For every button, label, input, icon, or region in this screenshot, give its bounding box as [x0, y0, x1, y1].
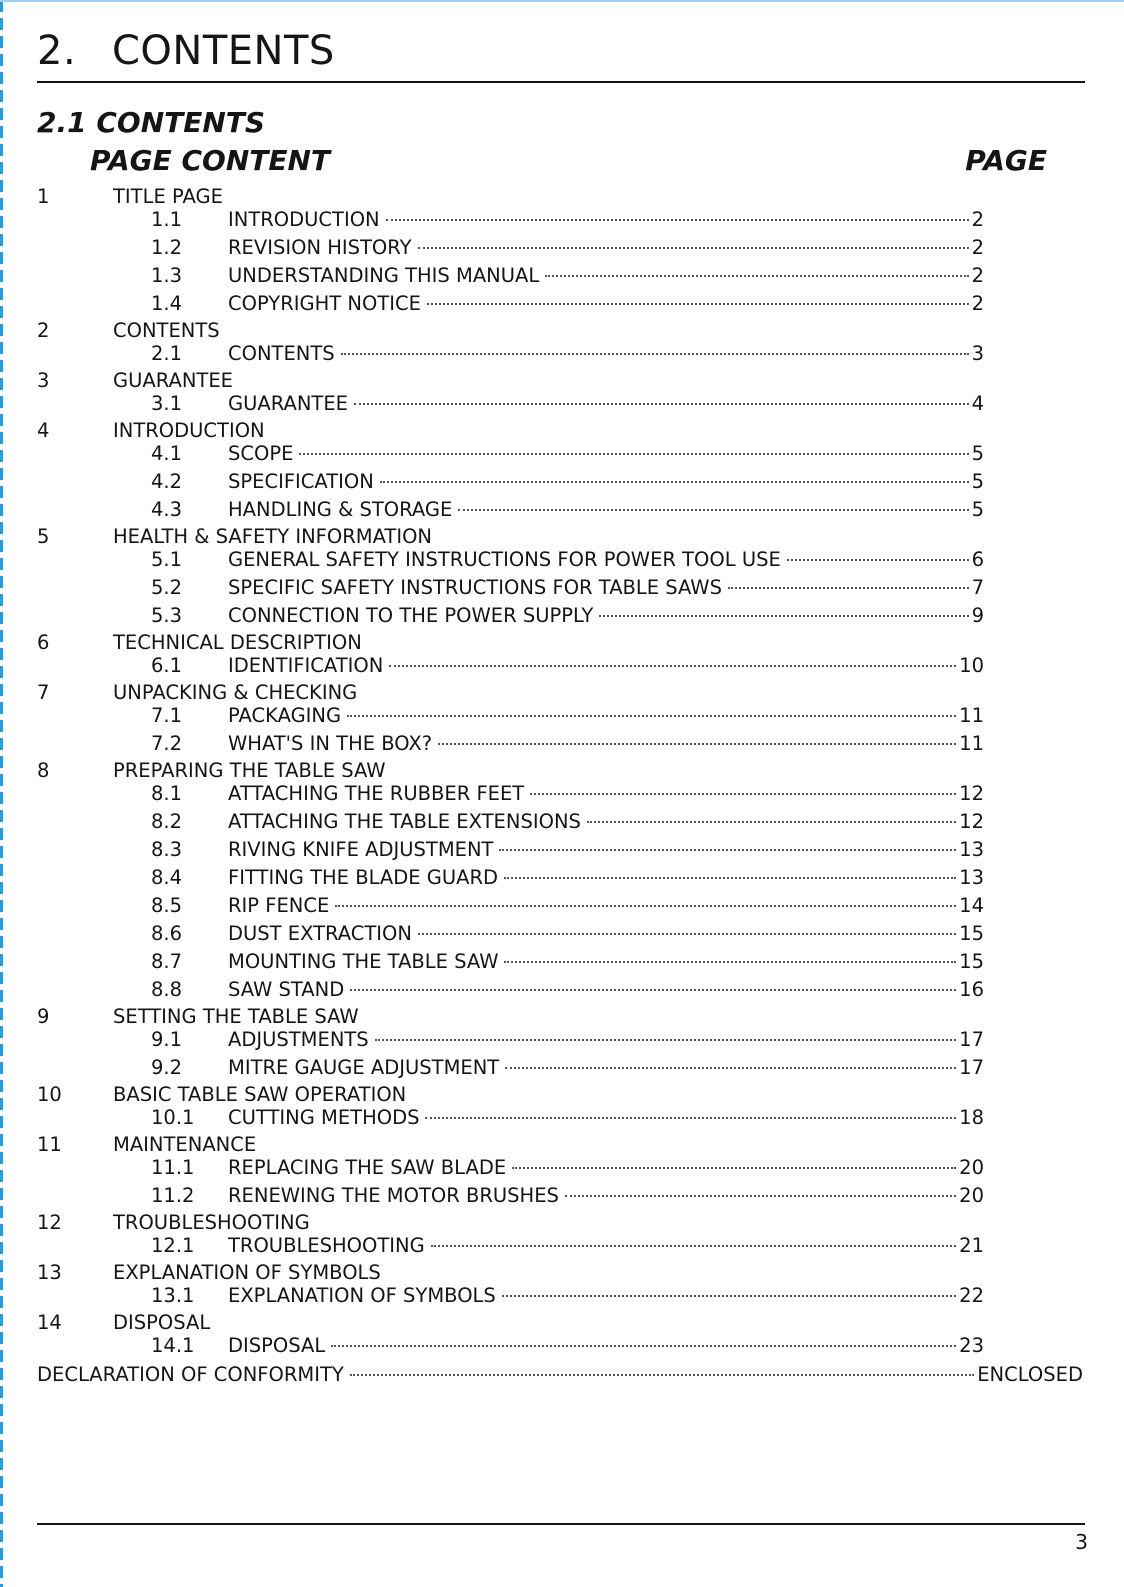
subsection-line	[228, 809, 984, 835]
chapter-entry-title: EXPLANATION OF SYMBOLS	[113, 1261, 381, 1284]
subsection-page: 2	[971, 292, 984, 315]
toc-subsection-row	[0, 921, 1124, 947]
toc-subsection-row	[0, 865, 1124, 891]
subsection-title: RENEWING THE MOTOR BRUSHES	[228, 1184, 559, 1207]
declaration-title: DECLARATION OF CONFORMITY	[37, 1363, 344, 1386]
subsection-number: 12.1	[151, 1234, 195, 1257]
subsection-page: 15	[959, 922, 984, 945]
dot-leader	[512, 1167, 956, 1169]
subsection-title: ADJUSTMENTS	[228, 1028, 369, 1051]
subsection-title: DUST EXTRACTION	[228, 922, 412, 945]
subsection-page: 6	[971, 548, 984, 571]
chapter-entry-title: MAINTENANCE	[113, 1133, 257, 1156]
dot-leader	[335, 905, 956, 907]
column-header-page: PAGE	[965, 144, 1047, 177]
subsection-page: 13	[959, 866, 984, 889]
subsection-title: INTRODUCTION	[228, 208, 380, 231]
subsection-number: 5.1	[151, 548, 183, 571]
toc-subsection-row	[0, 1105, 1124, 1131]
chapter-entry-title: PREPARING THE TABLE SAW	[113, 759, 386, 782]
chapter-entry-number: 10	[37, 1083, 62, 1106]
subsection-page: 5	[971, 442, 984, 465]
toc-subsection-row	[0, 575, 1124, 601]
chapter-entry-title: HEALTH & SAFETY INFORMATION	[113, 525, 433, 548]
subsection-line	[228, 391, 984, 417]
subsection-page: 23	[959, 1334, 984, 1357]
dot-leader	[499, 849, 956, 851]
subsection-line	[228, 1055, 984, 1081]
subsection-line	[228, 893, 984, 919]
subsection-page: 21	[959, 1234, 984, 1257]
toc-subsection-row	[0, 291, 1124, 317]
subsection-line	[228, 1183, 984, 1209]
subsection-page: 11	[959, 704, 984, 727]
subsection-page: 13	[959, 838, 984, 861]
subsection-line	[228, 469, 984, 495]
subsection-number: 8.4	[151, 866, 183, 889]
subsection-number: 2.1	[151, 342, 183, 365]
subsection-title: TROUBLESHOOTING	[228, 1234, 425, 1257]
chapter-entry-title: UNPACKING & CHECKING	[113, 681, 358, 704]
subsection-line	[228, 1333, 984, 1359]
subsection-number: 5.3	[151, 604, 183, 627]
toc-subsection-row	[0, 263, 1124, 289]
subsection-line	[228, 949, 984, 975]
subsection-line	[228, 781, 984, 807]
toc-subsection-row	[0, 441, 1124, 467]
subsection-number: 5.2	[151, 576, 183, 599]
chapter-entry-number: 2	[37, 319, 50, 342]
subsection-number: 7.2	[151, 732, 183, 755]
dot-leader	[458, 509, 968, 511]
chapter-entry-number: 6	[37, 631, 50, 654]
subsection-number: 8.3	[151, 838, 183, 861]
subsection-title: PACKAGING	[228, 704, 342, 727]
declaration-line	[37, 1362, 1083, 1388]
subsection-page: 17	[959, 1056, 984, 1079]
toc-subsection-row	[0, 207, 1124, 233]
footer-page-number: 3	[1075, 1530, 1088, 1554]
dot-leader	[354, 403, 969, 405]
subsection-number: 1.3	[151, 264, 183, 287]
subsection-line	[228, 441, 984, 467]
toc-subsection-row	[0, 703, 1124, 729]
toc-subsection-row	[0, 497, 1124, 523]
toc-subsection-row	[0, 977, 1124, 1003]
subsection-title: REVISION HISTORY	[228, 236, 412, 259]
subsection-page: 11	[959, 732, 984, 755]
subsection-number: 13.1	[151, 1284, 195, 1307]
subsection-page: 5	[971, 470, 984, 493]
dot-leader	[504, 877, 956, 879]
subsection-page: 22	[959, 1284, 984, 1307]
subsection-number: 8.6	[151, 922, 183, 945]
chapter-entry-number: 9	[37, 1005, 50, 1028]
toc-subsection-row	[0, 235, 1124, 261]
toc-subsection-row	[0, 653, 1124, 679]
subsection-title: FITTING THE BLADE GUARD	[228, 866, 499, 889]
subsection-title: SPECIFIC SAFETY INSTRUCTIONS FOR TABLE SAWS	[228, 576, 722, 599]
dot-leader	[504, 961, 956, 963]
chapter-entry-number: 7	[37, 681, 50, 704]
toc-subsection-row	[0, 341, 1124, 367]
subsection-title: UNDERSTANDING THIS MANUAL	[228, 264, 540, 287]
dot-leader	[545, 275, 968, 277]
dot-leader	[530, 793, 956, 795]
dot-leader	[505, 1067, 956, 1069]
subsection-number: 6.1	[151, 654, 183, 677]
dot-leader	[418, 247, 969, 249]
chapter-entry-number: 13	[37, 1261, 62, 1284]
subsection-title: ATTACHING THE RUBBER FEET	[228, 782, 525, 805]
subsection-number: 11.2	[151, 1184, 195, 1207]
chapter-entry-title: TROUBLESHOOTING	[113, 1211, 310, 1234]
dot-leader	[350, 1374, 974, 1376]
subsection-page: 20	[959, 1184, 984, 1207]
toc-subsection-row	[0, 731, 1124, 757]
subsection-line	[228, 653, 984, 679]
subsection-page: 9	[971, 604, 984, 627]
subsection-page: 18	[959, 1106, 984, 1129]
toc-subsection-row	[0, 547, 1124, 573]
subsection-number: 7.1	[151, 704, 183, 727]
subsection-page: 14	[959, 894, 984, 917]
subsection-line	[228, 603, 984, 629]
subsection-title: GENERAL SAFETY INSTRUCTIONS FOR POWER TOOL USE	[228, 548, 781, 571]
subsection-title: CONNECTION TO THE POWER SUPPLY	[228, 604, 594, 627]
subsection-title: SCOPE	[228, 442, 294, 465]
dot-leader	[380, 481, 969, 483]
subsection-number: 8.1	[151, 782, 183, 805]
subsection-title: WHAT'S IN THE BOX?	[228, 732, 433, 755]
section-title: 2.1 CONTENTS	[37, 106, 266, 139]
toc-subsection-row	[0, 1333, 1124, 1359]
declaration-row	[0, 1362, 1124, 1388]
subsection-line	[228, 837, 984, 863]
subsection-title: ATTACHING THE TABLE EXTENSIONS	[228, 810, 581, 833]
subsection-page: 12	[959, 782, 984, 805]
toc-subsection-row	[0, 391, 1124, 417]
subsection-line	[228, 1027, 984, 1053]
subsection-title: HANDLING & STORAGE	[228, 498, 453, 521]
subsection-number: 8.5	[151, 894, 183, 917]
chapter-entry-title: TITLE PAGE	[113, 185, 223, 208]
dot-leader	[347, 715, 956, 717]
subsection-title: REPLACING THE SAW BLADE	[228, 1156, 507, 1179]
subsection-page: 15	[959, 950, 984, 973]
dot-leader	[389, 665, 956, 667]
chapter-entry-title: INTRODUCTION	[113, 419, 265, 442]
toc-subsection-row	[0, 1283, 1124, 1309]
subsection-line	[228, 1105, 984, 1131]
subsection-line	[228, 731, 984, 757]
subsection-title: RIP FENCE	[228, 894, 330, 917]
declaration-page: ENCLOSED	[977, 1363, 1083, 1386]
dot-leader	[438, 743, 956, 745]
toc-subsection-row	[0, 809, 1124, 835]
subsection-number: 14.1	[151, 1334, 195, 1357]
subsection-line	[228, 207, 984, 233]
chapter-entry-title: SETTING THE TABLE SAW	[113, 1005, 359, 1028]
chapter-entry-title: DISPOSAL	[113, 1311, 211, 1334]
dot-leader	[565, 1195, 956, 1197]
subsection-line	[228, 1155, 984, 1181]
dot-leader	[341, 353, 969, 355]
dot-leader	[587, 821, 956, 823]
toc-subsection-row	[0, 781, 1124, 807]
subsection-number: 1.4	[151, 292, 183, 315]
subsection-line	[228, 263, 984, 289]
dot-leader	[375, 1039, 956, 1041]
dot-leader	[425, 1117, 956, 1119]
chapter-entry-number: 11	[37, 1133, 62, 1156]
dot-leader	[386, 219, 969, 221]
subsection-page: 2	[971, 236, 984, 259]
chapter-title: CONTENTS	[112, 28, 335, 74]
subsection-title: CONTENTS	[228, 342, 335, 365]
chapter-entry-number: 1	[37, 185, 50, 208]
subsection-page: 20	[959, 1156, 984, 1179]
subsection-page: 17	[959, 1028, 984, 1051]
chapter-entry-number: 12	[37, 1211, 62, 1234]
subsection-number: 9.2	[151, 1056, 183, 1079]
toc-subsection-row	[0, 1027, 1124, 1053]
subsection-line	[228, 1283, 984, 1309]
subsection-line	[228, 547, 984, 573]
subsection-line	[228, 497, 984, 523]
subsection-line	[228, 235, 984, 261]
subsection-page: 10	[959, 654, 984, 677]
toc-subsection-row	[0, 469, 1124, 495]
subsection-line	[228, 291, 984, 317]
toc-subsection-row	[0, 603, 1124, 629]
toc-subsection-row	[0, 1055, 1124, 1081]
chapter-entry-number: 8	[37, 759, 50, 782]
subsection-page: 5	[971, 498, 984, 521]
dot-leader	[427, 303, 969, 305]
dot-leader	[502, 1295, 956, 1297]
subsection-line	[228, 341, 984, 367]
subsection-line	[228, 921, 984, 947]
dot-leader	[787, 559, 969, 561]
subsection-title: SAW STAND	[228, 978, 345, 1001]
subsection-number: 3.1	[151, 392, 183, 415]
subsection-line	[228, 703, 984, 729]
dot-leader	[431, 1245, 956, 1247]
chapter-entry-title: BASIC TABLE SAW OPERATION	[113, 1083, 407, 1106]
subsection-number: 4.2	[151, 470, 183, 493]
subsection-line	[228, 865, 984, 891]
subsection-title: DISPOSAL	[228, 1334, 326, 1357]
toc-subsection-row	[0, 893, 1124, 919]
subsection-number: 1.1	[151, 208, 183, 231]
subsection-page: 7	[971, 576, 984, 599]
dot-leader	[599, 615, 968, 617]
chapter-entry-title: CONTENTS	[113, 319, 220, 342]
toc-subsection-row	[0, 1233, 1124, 1259]
dot-leader	[299, 453, 968, 455]
subsection-number: 8.2	[151, 810, 183, 833]
subsection-number: 1.2	[151, 236, 183, 259]
subsection-page: 12	[959, 810, 984, 833]
subsection-page: 16	[959, 978, 984, 1001]
toc-subsection-row	[0, 1155, 1124, 1181]
subsection-title: IDENTIFICATION	[228, 654, 384, 677]
subsection-number: 4.3	[151, 498, 183, 521]
subsection-title: RIVING KNIFE ADJUSTMENT	[228, 838, 494, 861]
toc-subsection-row	[0, 837, 1124, 863]
subsection-page: 4	[971, 392, 984, 415]
subsection-title: EXPLANATION OF SYMBOLS	[228, 1284, 496, 1307]
subsection-page: 3	[971, 342, 984, 365]
chapter-number: 2.	[37, 28, 77, 74]
subsection-number: 8.8	[151, 978, 183, 1001]
chapter-entry-number: 3	[37, 369, 50, 392]
dot-leader	[418, 933, 956, 935]
dot-leader	[350, 989, 956, 991]
chapter-entry-number: 4	[37, 419, 50, 442]
subsection-title: MITRE GAUGE ADJUSTMENT	[228, 1056, 500, 1079]
subsection-line	[228, 1233, 984, 1259]
subsection-number: 11.1	[151, 1156, 195, 1179]
chapter-entry-title: TECHNICAL DESCRIPTION	[113, 631, 362, 654]
chapter-entry-title: GUARANTEE	[113, 369, 233, 392]
chapter-entry-number: 5	[37, 525, 50, 548]
chapter-entry-number: 14	[37, 1311, 62, 1334]
subsection-number: 9.1	[151, 1028, 183, 1051]
subsection-title: COPYRIGHT NOTICE	[228, 292, 421, 315]
subsection-page: 2	[971, 264, 984, 287]
subsection-line	[228, 575, 984, 601]
dot-leader	[728, 587, 969, 589]
toc-subsection-row	[0, 1183, 1124, 1209]
subsection-line	[228, 977, 984, 1003]
subsection-page: 2	[971, 208, 984, 231]
subsection-title: CUTTING METHODS	[228, 1106, 420, 1129]
subsection-number: 4.1	[151, 442, 183, 465]
subsection-title: SPECIFICATION	[228, 470, 374, 493]
footer-divider	[37, 1523, 1085, 1525]
subsection-number: 10.1	[151, 1106, 195, 1129]
subsection-number: 8.7	[151, 950, 183, 973]
subsection-title: GUARANTEE	[228, 392, 348, 415]
subsection-title: MOUNTING THE TABLE SAW	[228, 950, 499, 973]
dot-leader	[331, 1345, 956, 1347]
toc-subsection-row	[0, 949, 1124, 975]
column-header-content: PAGE CONTENT	[90, 144, 331, 177]
